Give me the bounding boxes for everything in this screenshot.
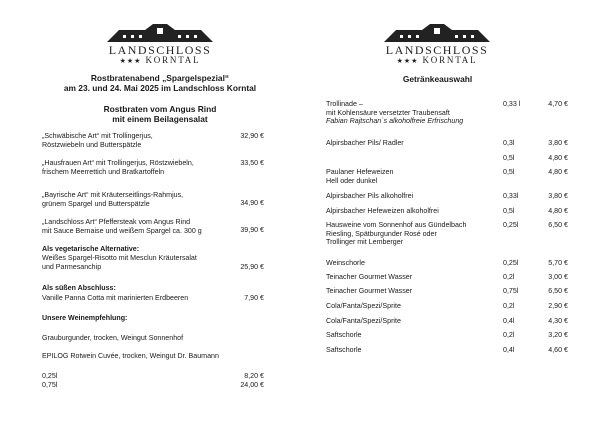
wine-price: 24,00 €	[240, 381, 264, 389]
drink-item: Alpirsbacher Pils alkoholfrei	[326, 192, 414, 200]
drink-price: 6,50 €	[548, 287, 568, 295]
dish-line: Röstzwiebeln und Butterspätzle	[42, 140, 142, 149]
dish-line: „Hausfrauen Art“ mit Trollingerjus, Röstzwiebeln,	[42, 159, 194, 167]
logo-left	[105, 22, 215, 66]
veg-heading: Als vegetarische Alternative:	[42, 245, 140, 253]
drinks-title: Getränkeauswahl	[402, 74, 473, 84]
drink-line: Hausweine vom Sonnenhof aus Gündelbach	[326, 221, 467, 229]
drink-qty: 0,75l	[503, 287, 519, 295]
drink-qty: 0,25l	[503, 259, 519, 267]
drink-line: Hell oder dunkel	[326, 176, 378, 185]
drink-item: Alpirsbacher Pils/ Radler	[326, 139, 404, 147]
drink-note: Fabian Rajtschan´s alkoholfreie Erfrischung	[326, 117, 464, 126]
drink-price: 5,70 €	[548, 259, 568, 267]
dish-line: mit Sauce Bernaise und weißem Spargel ca. 300 g	[42, 226, 202, 235]
dish-item	[42, 132, 237, 149]
logo-stars: ★★★	[396, 57, 419, 65]
dish-item	[42, 159, 237, 176]
logo-stars: ★★★	[119, 57, 142, 65]
dish-line: „Schwäbische Art“ mit Trollingerjus,	[42, 132, 153, 140]
drink-line: mit Kohlensäure versetzter Traubensaft	[326, 108, 450, 117]
drink-item: Cola/Fanta/Spezi/Sprite	[326, 317, 401, 325]
subtitle-line2: mit einem Beilagensalat	[112, 114, 208, 124]
dish-price: 33,50 €	[240, 159, 264, 167]
drink-item: Weinschorle	[326, 259, 365, 267]
veg-line: Weißes Spargel-Risotto mit Mesclun Kräutersalat	[42, 254, 197, 262]
veg-item	[42, 254, 242, 271]
drink-price: 6,50 €	[548, 221, 568, 229]
drink-price: 4,60 €	[548, 346, 568, 354]
dessert-line: Vanille Panna Cotta mit marinierten Erdbeeren	[42, 294, 189, 302]
drink-qty: 0,5l	[503, 207, 515, 215]
drink-price: 3,80 €	[548, 192, 568, 200]
wine-recommendation: EPILOG Rotwein Cuvée, trocken, Weingut Dr. Baumann	[42, 352, 219, 360]
logo-name: LANDSCHLOSS	[108, 43, 212, 57]
drink-qty: 0,25l	[503, 221, 519, 229]
drink-price: 3,80 €	[548, 139, 568, 147]
veg-price: 25,90 €	[240, 263, 264, 271]
subtitle-line1: Rostbraten vom Angus Rind	[103, 104, 217, 114]
drink-item: Teinacher Gourmet Wasser	[326, 287, 413, 295]
drink-price: 4,70 €	[548, 100, 568, 108]
logo-sub: KORNTAL	[145, 55, 201, 65]
drink-qty: 0,3l	[503, 139, 515, 147]
drink-qty: 0,33l	[503, 192, 519, 200]
section-subtitle	[20, 104, 300, 124]
drink-line: Trollinger mit Lemberger	[326, 238, 404, 247]
drink-item	[326, 221, 501, 247]
drink-line: Riesling, Spätburgunder Rosé oder	[326, 229, 437, 238]
wine-recommendation: Grauburgunder, trocken, Weingut Sonnenhof	[42, 334, 184, 342]
drink-qty: 0,2l	[503, 302, 515, 310]
dish-price: 32,90 €	[240, 132, 264, 140]
drink-qty: 0,2l	[503, 273, 515, 281]
dish-item	[42, 218, 242, 235]
drink-price: 2,90 €	[548, 302, 568, 310]
dish-price: 39,90 €	[240, 226, 264, 234]
drink-qty: 0,5l	[503, 154, 515, 162]
dish-line: „Bayrische Art“ mit Kräuterseitlings-Rahmjus,	[42, 191, 184, 199]
dish-item	[42, 191, 237, 208]
drink-price: 4,80 €	[548, 207, 568, 215]
drink-qty: 0,4l	[503, 317, 515, 325]
dish-line: „Landschloss Art“ Pfeffersteak vom Angus Rind	[42, 218, 191, 226]
drink-line: Paulaner Hefeweizen	[326, 168, 394, 176]
drink-item	[326, 100, 496, 126]
drink-qty: 0,2l	[503, 331, 515, 339]
event-title-line1: Rostbratenabend „Spargelspezial“	[90, 73, 230, 83]
dessert-heading: Als süßen Abschluss:	[42, 284, 116, 292]
wine-price: 8,20 €	[244, 372, 264, 380]
logo-right	[382, 22, 492, 66]
manor-house-icon	[105, 22, 215, 44]
drink-price: 4,30 €	[548, 317, 568, 325]
manor-house-icon	[382, 22, 492, 44]
drink-qty: 0,4l	[503, 346, 515, 354]
drink-item: Saftschorle	[326, 331, 362, 339]
drink-line: Trollinade –	[326, 100, 363, 108]
drink-qty: 0,5l	[503, 168, 515, 176]
wine-size: 0,25l	[42, 372, 58, 380]
drink-price: 3,20 €	[548, 331, 568, 339]
dish-line: grünem Spargel und Butterspätzle	[42, 199, 150, 208]
drink-item	[326, 168, 496, 185]
drink-item: Alpirsbacher Hefeweizen alkoholfrei	[326, 207, 439, 215]
drink-qty: 0,33 l	[503, 100, 521, 108]
dessert-price: 7,90 €	[244, 294, 264, 302]
veg-line: und Parmesanchip	[42, 262, 102, 271]
logo-subtitle	[105, 56, 215, 66]
event-title	[20, 73, 300, 93]
drink-item: Saftschorle	[326, 346, 362, 354]
event-title-line2: am 23. und 24. Mai 2025 im Landschloss Korntal	[63, 83, 257, 93]
wine-size: 0,75l	[42, 381, 58, 389]
drink-price: 4,80 €	[548, 154, 568, 162]
logo-subtitle	[382, 56, 492, 66]
dish-price: 34,90 €	[240, 199, 264, 207]
dish-line: frischem Meerrettich und Bratkartoffeln	[42, 167, 165, 176]
drink-item: Cola/Fanta/Spezi/Sprite	[326, 302, 401, 310]
wine-heading: Unsere Weinempfehlung:	[42, 314, 128, 322]
logo-name: LANDSCHLOSS	[385, 43, 489, 57]
drink-price: 3,00 €	[548, 273, 568, 281]
drink-item: Teinacher Gourmet Wasser	[326, 273, 413, 281]
logo-sub: KORNTAL	[422, 55, 478, 65]
drink-price: 4,80 €	[548, 168, 568, 176]
